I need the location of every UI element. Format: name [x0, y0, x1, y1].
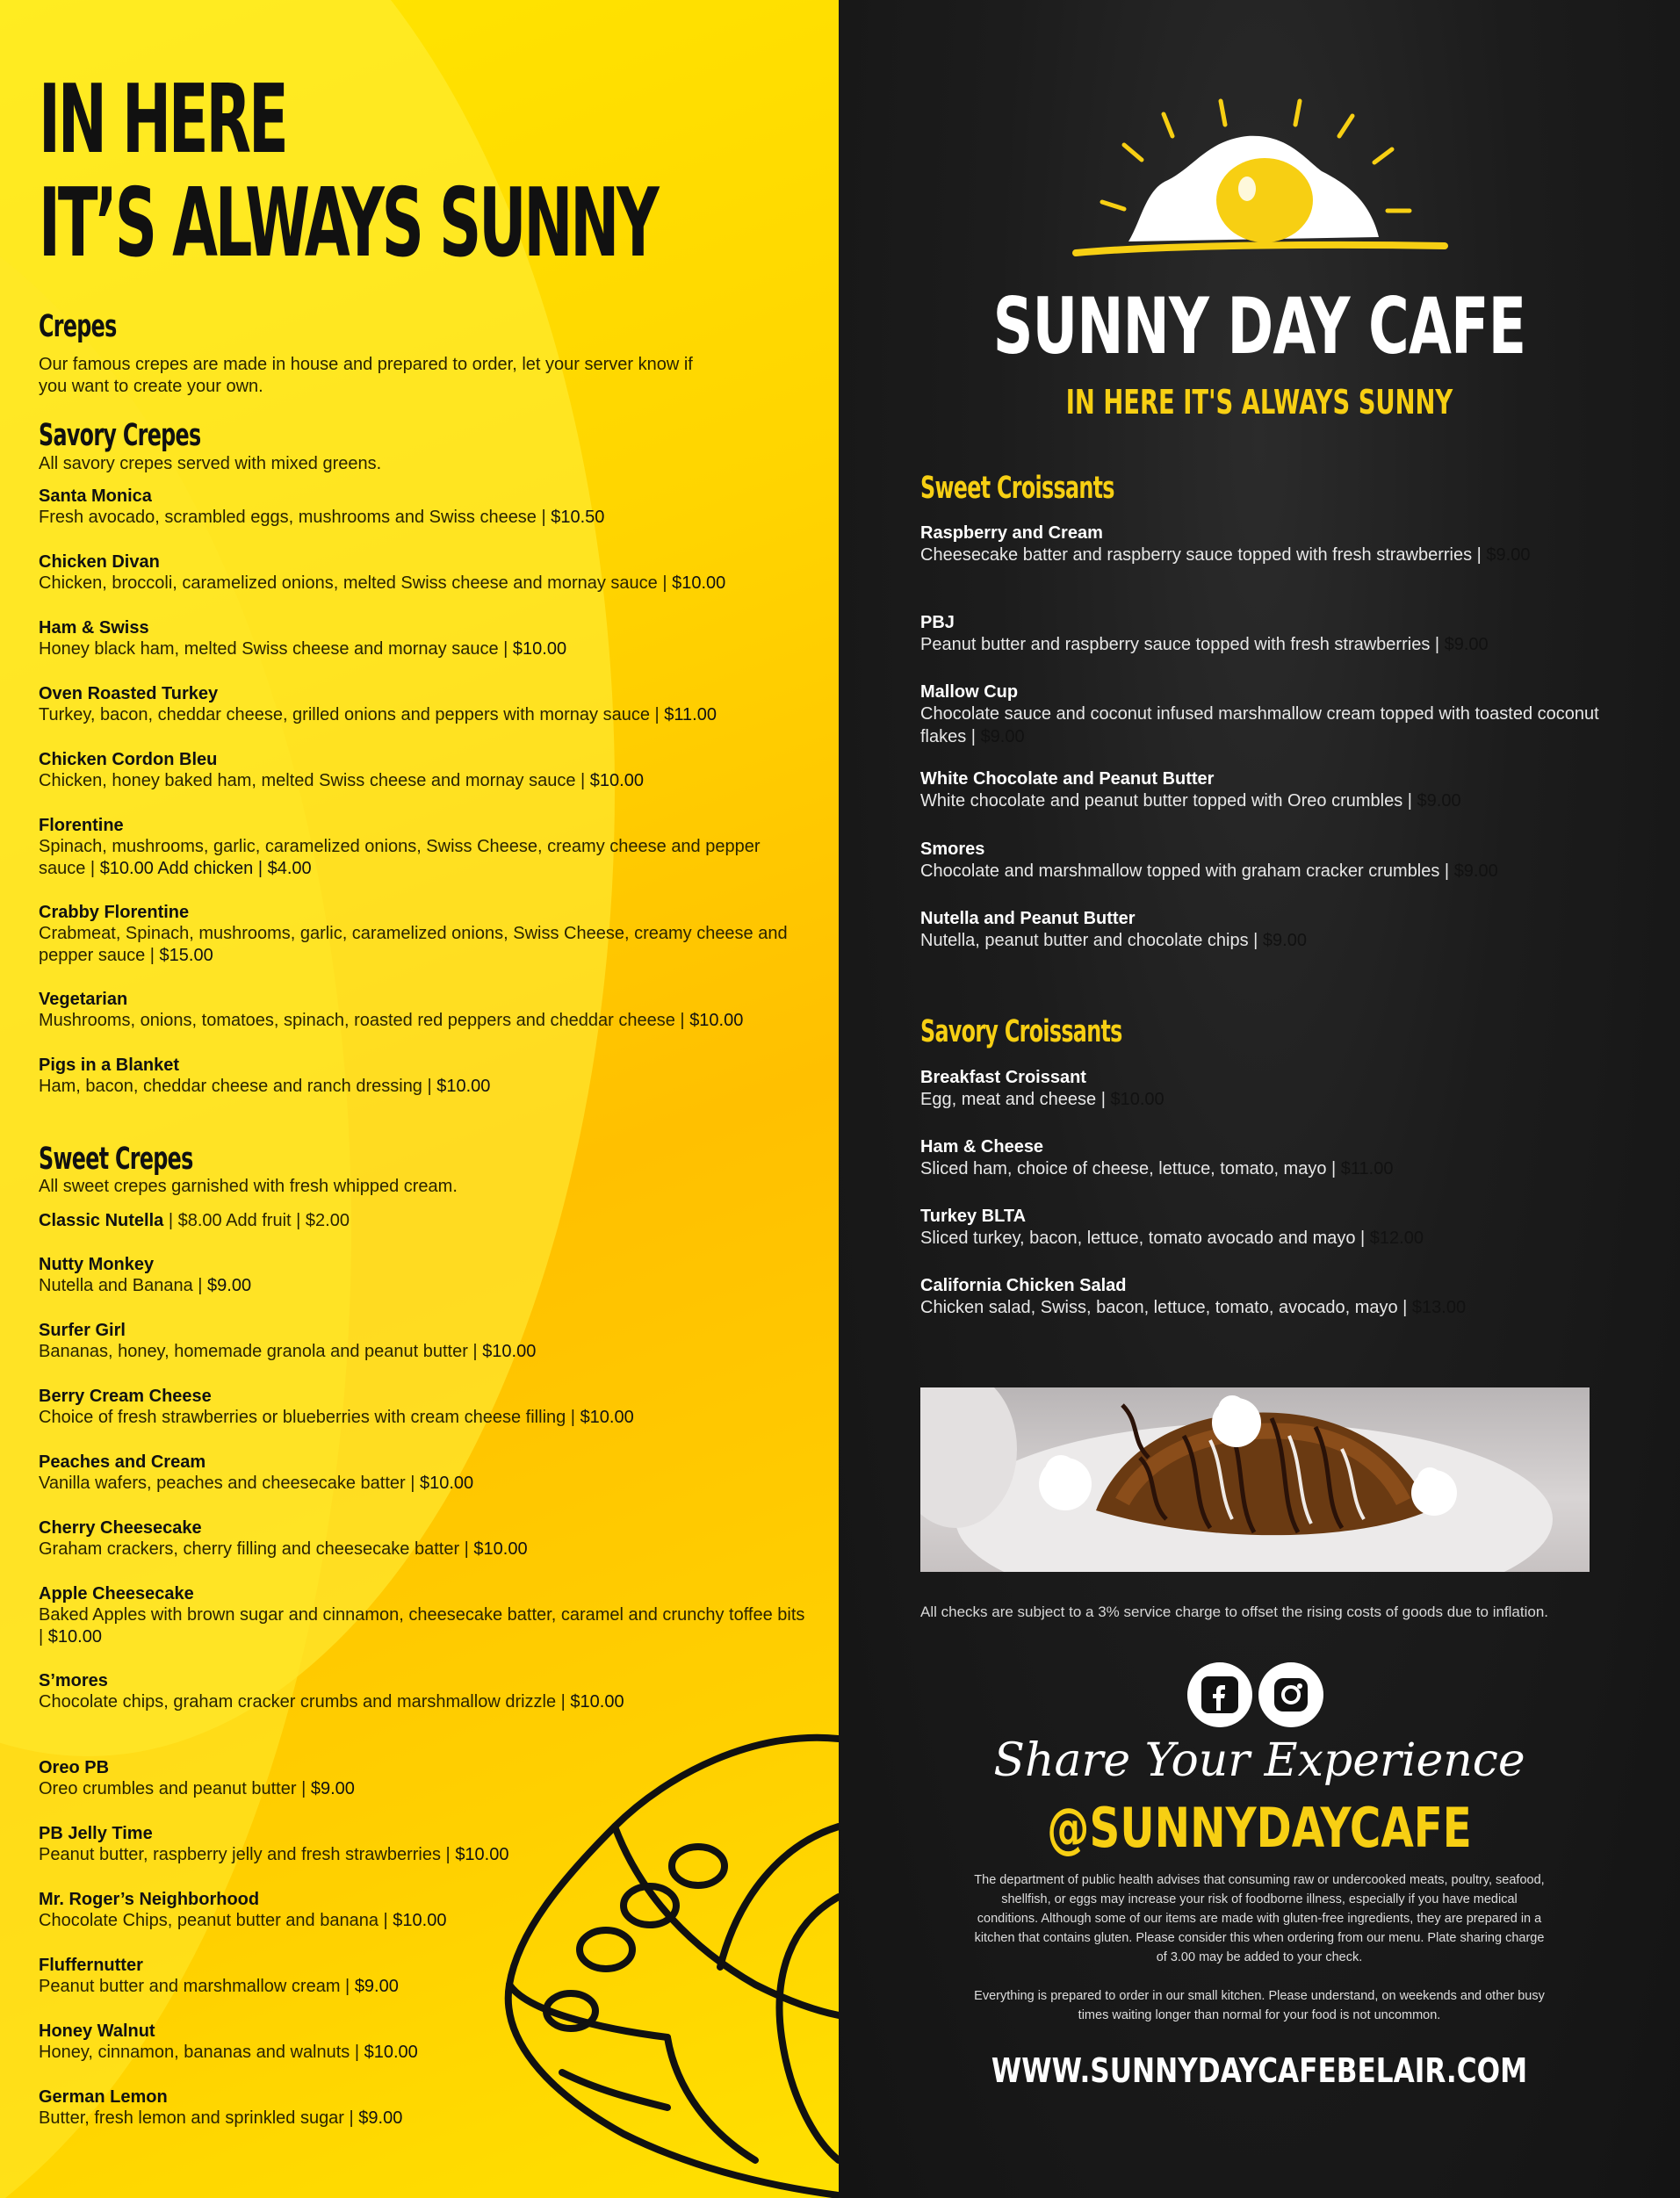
item-description: [920, 1157, 1623, 1180]
item-price: $10.00: [672, 573, 726, 593]
item-price: $10.00: [589, 771, 644, 790]
item-price: $9.00: [1262, 931, 1307, 950]
item-desc-text: Nutella and Banana |: [39, 1276, 208, 1295]
item-name: White Chocolate and Peanut Butter: [920, 769, 1215, 789]
item-description: [39, 836, 811, 880]
menu-item: [39, 683, 811, 726]
item-desc-text: Crabmeat, Spinach, mushrooms, garlic, caramelized onions, Swiss Cheese, creamy cheese and pepper sauce |: [39, 924, 788, 965]
sweet-crepes-title: Sweet Crepes: [39, 1142, 193, 1177]
menu-item: [39, 1386, 811, 1429]
item-price: $9.00: [1417, 791, 1461, 811]
item-desc-text: Graham crackers, cherry filling and cheesecake batter |: [39, 1539, 474, 1559]
item-price: $10.00: [364, 2043, 418, 2062]
item-desc-text: Spinach, mushrooms, garlic, caramelized onions, Swiss Cheese, creamy cheese and pepper sauce |: [39, 837, 761, 878]
sweet-croissants-title: Sweet Croissants: [920, 471, 1114, 506]
item-price: $10.00: [482, 1342, 537, 1361]
item-name: Nutty Monkey: [39, 1255, 155, 1274]
item-name: Fluffernutter: [39, 1956, 143, 1975]
facebook-icon[interactable]: [1187, 1662, 1252, 1727]
item-description: [39, 770, 811, 792]
item-desc-text: Vanilla wafers, peaches and cheesecake batter |: [39, 1474, 420, 1493]
headline-line-1: IN HERE: [39, 65, 286, 175]
menu-item: [920, 908, 1623, 952]
sweet-crepes-description: All sweet crepes garnished with fresh whipped cream.: [39, 1177, 458, 1196]
item-desc-text: Egg, meat and cheese |: [920, 1090, 1111, 1109]
item-name: Santa Monica: [39, 486, 152, 506]
menu-item: [920, 768, 1623, 812]
item-price: $10.00: [580, 1408, 634, 1427]
savory-crepes-title: Savory Crepes: [39, 418, 201, 453]
item-name: Oven Roasted Turkey: [39, 684, 219, 703]
item-desc-text: Peanut butter and raspberry sauce topped with fresh strawberries |: [920, 635, 1445, 654]
item-name: California Chicken Salad: [920, 1276, 1127, 1295]
item-desc-text: Peanut butter, raspberry jelly and fresh strawberries |: [39, 1845, 456, 1864]
item-desc-text: Turkey, bacon, cheddar cheese, grilled onions and peppers with mornay sauce |: [39, 705, 665, 724]
item-name: Cherry Cheesecake: [39, 1518, 202, 1538]
menu-item: [39, 1452, 811, 1495]
item-description: [39, 1691, 811, 1713]
menu-item: [920, 1275, 1623, 1319]
item-description: [39, 923, 811, 967]
item-price: $15.00: [159, 946, 213, 965]
item-desc-text: Sliced ham, choice of cheese, lettuce, tomato, mayo |: [920, 1159, 1341, 1178]
headline-line-2: IT’S ALWAYS SUNNY: [39, 169, 657, 278]
item-desc-text: Peanut butter and marshmallow cream |: [39, 1977, 355, 1996]
item-name: Chicken Divan: [39, 552, 160, 572]
item-name: Berry Cream Cheese: [39, 1387, 212, 1406]
sun-egg-logo-icon: [1041, 97, 1480, 272]
item-description: [920, 860, 1623, 883]
brand-name: SUNNY DAY CAFE: [992, 281, 1526, 371]
item-name: Florentine: [39, 816, 124, 835]
item-name: PB Jelly Time: [39, 1824, 153, 1843]
item-description: [39, 1407, 811, 1429]
item-price: $10.00: [689, 1011, 744, 1030]
item-price: $9.00: [1444, 635, 1489, 654]
menu-item: [39, 551, 811, 595]
item-description: [920, 544, 1623, 566]
menu-item: [39, 989, 811, 1032]
item-name: Classic Nutella: [39, 1211, 164, 1230]
item-description: [920, 703, 1623, 748]
item-name: Chicken Cordon Bleu: [39, 750, 218, 769]
item-description: [39, 1076, 811, 1098]
item-desc-text: Oreo crumbles and peanut butter |: [39, 1779, 311, 1798]
item-description: [39, 573, 811, 595]
item-name: Crabby Florentine: [39, 903, 190, 922]
item-desc-text: Chocolate and marshmallow topped with graham cracker crumbles |: [920, 861, 1454, 881]
item-price: $9.00: [354, 1977, 399, 1996]
health-notice: The department of public health advises that consuming raw or undercooked meats, poultry, seafood, shellfish, or eggs may increase your risk of foodborne illness, especially if you have medical conditions. Although some of our items are made with gluten-free ingredients, they are prepared in a kitchen that contains gluten. Please consider this when ordering from our menu. Plate sharing charge of 3.00 may be added to your check.: [974, 1873, 1545, 1964]
item-price: $10.00: [1110, 1090, 1164, 1109]
menu-item: [920, 612, 1623, 656]
menu-item: [39, 486, 811, 529]
item-name: Pigs in a Blanket: [39, 1056, 180, 1075]
item-description: [39, 1473, 811, 1495]
croissant-photo: [920, 1387, 1590, 1572]
item-price: $10.00 Add chicken | $4.00: [99, 859, 312, 878]
item-description: [39, 1604, 811, 1648]
item-name: PBJ: [920, 613, 955, 632]
item-price: $9.00: [1486, 545, 1531, 565]
item-name: Ham & Swiss: [39, 618, 149, 638]
item-desc-text: White chocolate and peanut butter topped with Oreo crumbles |: [920, 791, 1417, 811]
item-name: Peaches and Cream: [39, 1452, 206, 1472]
item-name: Breakfast Croissant: [920, 1068, 1086, 1087]
item-description: [920, 929, 1623, 952]
item-desc-text: Chicken salad, Swiss, bacon, lettuce, tomato, avocado, mayo |: [920, 1298, 1412, 1317]
item-name: Surfer Girl: [39, 1321, 126, 1340]
item-name: Nutella and Peanut Butter: [920, 909, 1136, 928]
item-name: Apple Cheesecake: [39, 1584, 194, 1603]
menu-item: [920, 681, 1623, 748]
menu-item: [920, 1067, 1623, 1111]
item-name: Mr. Roger’s Neighborhood: [39, 1890, 260, 1909]
item-price: $9.00: [207, 1276, 252, 1295]
item-price: $10.00: [436, 1077, 491, 1096]
item-desc-text: Chocolate sauce and coconut infused marshmallow cream topped with toasted coconut flakes |: [920, 704, 1599, 746]
item-desc-text: Fresh avocado, scrambled eggs, mushrooms and Swiss cheese |: [39, 508, 552, 527]
item-name: Honey Walnut: [39, 2021, 155, 2041]
item-name: Vegetarian: [39, 990, 128, 1009]
item-description: [920, 1088, 1623, 1111]
website-url[interactable]: WWW.SUNNYDAYCAFEBELAIR.COM: [991, 2051, 1528, 2090]
crepes-description: Our famous crepes are made in house and prepared to order, let your server know if you want to create your own.: [39, 355, 693, 396]
item-desc-text: Chicken, honey baked ham, melted Swiss cheese and mornay sauce |: [39, 771, 590, 790]
item-description: [39, 704, 811, 726]
menu-item: [39, 749, 811, 792]
item-desc-text: Sliced turkey, bacon, lettuce, tomato avocado and mayo |: [920, 1229, 1370, 1248]
item-description: [920, 789, 1623, 812]
item-desc-text: Honey, cinnamon, bananas and walnuts |: [39, 2043, 364, 2062]
menu-item: [39, 1670, 811, 1713]
item-desc-text: Choice of fresh strawberries or blueberries with cream cheese filling |: [39, 1408, 580, 1427]
item-name: Raspberry and Cream: [920, 523, 1103, 543]
item-description: [39, 1010, 811, 1032]
item-price: $9.00: [1453, 861, 1498, 881]
menu-item: [920, 1206, 1623, 1250]
social-handle[interactable]: @SUNNYDAYCAFE: [1047, 1796, 1472, 1860]
item-name: Oreo PB: [39, 1758, 110, 1777]
item-description: [39, 1539, 811, 1560]
item-name: Ham & Cheese: [920, 1137, 1044, 1157]
item-name: S’mores: [39, 1671, 108, 1690]
item-description: [39, 1341, 811, 1363]
item-desc-text: Cheesecake batter and raspberry sauce topped with fresh strawberries |: [920, 545, 1487, 565]
menu-item: [920, 1136, 1623, 1180]
item-desc-text: Bananas, honey, homemade granola and peanut butter |: [39, 1342, 483, 1361]
item-description: [920, 633, 1623, 656]
item-price: $10.00: [473, 1539, 528, 1559]
menu-item: [39, 617, 811, 660]
item-price: $12.00: [1369, 1229, 1424, 1248]
item-price: $10.00: [393, 1911, 447, 1930]
item-description: [39, 507, 811, 529]
right-panel: [839, 0, 1680, 2198]
item-price: $10.50: [551, 508, 605, 527]
menu-item: [39, 1210, 811, 1232]
item-price: $9.00: [358, 2108, 403, 2128]
item-price: $10.00: [570, 1692, 624, 1712]
item-price: $10.00: [512, 639, 567, 659]
menu-item: [39, 1517, 811, 1560]
savory-croissants-title: Savory Croissants: [920, 1014, 1122, 1049]
menu-item: [39, 1320, 811, 1363]
item-desc-text: Chicken, broccoli, caramelized onions, melted Swiss cheese and mornay sauce |: [39, 573, 673, 593]
item-description: [39, 638, 811, 660]
instagram-icon[interactable]: [1258, 1662, 1323, 1727]
item-desc-text: Nutella, peanut butter and chocolate chips |: [920, 931, 1263, 950]
headline: [39, 65, 657, 278]
menu-item: [39, 815, 811, 880]
item-desc-text: Chocolate chips, graham cracker crumbs and marshmallow drizzle |: [39, 1692, 571, 1712]
item-price: $11.00: [664, 705, 717, 724]
item-name: Smores: [920, 840, 985, 859]
item-price: $10.00: [419, 1474, 474, 1493]
item-price: $11.00: [1340, 1159, 1394, 1178]
menu-item: [39, 1583, 811, 1648]
item-desc-text: Butter, fresh lemon and sprinkled sugar |: [39, 2108, 359, 2128]
item-name: German Lemon: [39, 2087, 168, 2107]
share-experience-heading: Share Your Experience: [993, 1734, 1525, 1787]
item-name: Mallow Cup: [920, 682, 1019, 702]
item-description: [920, 1296, 1623, 1319]
item-desc-text: Honey black ham, melted Swiss cheese and mornay sauce |: [39, 639, 513, 659]
item-price: $10.00: [455, 1845, 509, 1864]
item-price: $13.00: [1411, 1298, 1467, 1317]
menu-item: [39, 1055, 811, 1098]
item-desc-text: Mushrooms, onions, tomatoes, spinach, roasted red peppers and cheddar cheese |: [39, 1011, 690, 1030]
service-charge-notice: All checks are subject to a 3% service charge to offset the rising costs of goods due to inflation.: [920, 1603, 1549, 1620]
item-name: Turkey BLTA: [920, 1207, 1027, 1226]
menu-item: [39, 902, 811, 967]
item-price: $9.00: [980, 727, 1025, 746]
item-desc-text: Ham, bacon, cheddar cheese and ranch dressing |: [39, 1077, 437, 1096]
item-description: [39, 1275, 811, 1297]
menu-item: [920, 839, 1623, 883]
item-desc-text: Baked Apples with brown sugar and cinnamon, cheesecake batter, caramel and crunchy toffee bits |: [39, 1605, 805, 1647]
crepe-illustration-icon: [492, 1721, 839, 2198]
item-description: [920, 1227, 1623, 1250]
kitchen-notice: Everything is prepared to order in our small kitchen. Please understand, on weekends and other busy times waiting longer than normal for your food is not uncommon.: [974, 1989, 1545, 2022]
crepes-title: Crepes: [39, 309, 117, 344]
item-price: $10.00: [47, 1627, 102, 1647]
item-desc-text: Chocolate Chips, peanut butter and banana |: [39, 1911, 393, 1930]
savory-crepes-description: All savory crepes served with mixed greens.: [39, 454, 382, 473]
left-panel: [0, 0, 839, 2198]
menu-item: [39, 1254, 811, 1297]
item-price: | $8.00 Add fruit | $2.00: [163, 1211, 350, 1230]
menu-item: [920, 522, 1623, 566]
brand-tagline: IN HERE IT'S ALWAYS SUNNY: [1065, 383, 1453, 422]
item-price: $9.00: [310, 1779, 355, 1798]
